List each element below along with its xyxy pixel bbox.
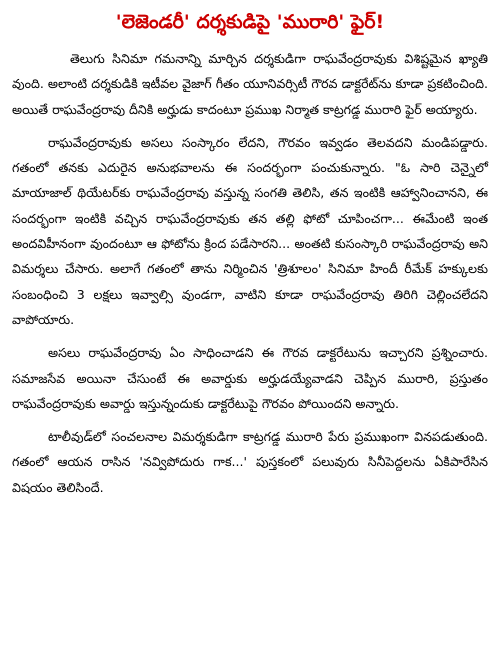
article-paragraph-1: తెలుగు సినిమా గమనాన్ని మార్చిన దర్శకుడిగా రాఘవేంద్రరావుకు విశిష్టమైన ఖ్యాతి వుంది. అలాంటి దర్శకుడికి ఇటీవల వైజాగ్ గీతం యూనివర్సిటీ గౌరవ డాక్టరేట్‌ను కూడా ప్రకటించింది. అయితే రాఘవేంద్రరావు దీనికి అర్హుడు కాదంటూ ప్రముఖ నిర్మాత కాట్రగడ్డ మురారి ఫైర్ అయ్యారు. bbox=[12, 51, 488, 117]
article-paragraph-2: రాఘవేంద్రరావుకు అసలు సంస్కారం లేదని, గౌరవం ఇవ్వడం తెలవదని మండిపడ్డారు. గతంలో తనకు ఎదురైన అనుభవాలను ఈ సందర్భంగా పంచుకున్నారు. "ఓ సారి చెన్నైలో మాయాజాల్ థియేటర్‌కు రాఘవేంద్రరావు వస్తున్న సంగతి తెలిసి, తన ఇంటికి ఆహ్వానించానని, ఈ సందర్భంగా ఇంటికి వచ్చిన రాఘవేంద్రరావుకు తన తల్లి ఫోటో చూపించగా... ఈమేంటి ఇంత అందవిహీనంగా వుందంటూ ఆ ఫోటోను క్రింద పడేసారని... అంతటి కుసంస్కారి రాఘవేంద్రరావు అని విమర్శలు చేసారు. అలాగే గతంలో తాను నిర్మించిన 'త్రిశూలం' సినిమా హిందీ రీమేక్ హక్కులకు సంబంధించి 3 లక్షలు ఇవ్వాల్సి వుండగా, వాటిని కూడా రాఘవేంద్రరావు తిరిగి చెల్లించలేదని వాపోయారు. bbox=[12, 134, 488, 327]
article-paragraph-3: అసలు రాఘవేంద్రరావు ఏం సాధించాడని ఈ గౌరవ డాక్టరేటును ఇచ్చారని ప్రశ్నించారు. సమాజసేవ అయినా చేసుంటే ఈ అవార్డుకు అర్హుడయ్యేవాడని చెప్పిన మురారి, ప్రస్తుతం రాఘవేంద్రరావుకు అవార్డు ఇస్తున్నందుకు డాక్టరేటుపై గౌరవం పోయిందని అన్నారు. bbox=[12, 345, 488, 411]
article-headline: 'లెజెండరీ' దర్శకుడిపై 'మురారి' ఫైర్! bbox=[115, 11, 385, 33]
article-body bbox=[12, 46, 488, 508]
article-paragraph-4: టాలీవుడ్‌లో సంచలనాల విమర్శకుడిగా కాట్రగడ్డ మురారి పేరు ప్రముఖంగా వినపడుతుంది. గతంలో ఆయన రాసిన 'నవ్విపోదురు గాక...' పుస్తకంలో పలువురు సినీపెద్దలను ఏకిపారేసిన విషయం తెలిసిందే. bbox=[12, 429, 488, 495]
